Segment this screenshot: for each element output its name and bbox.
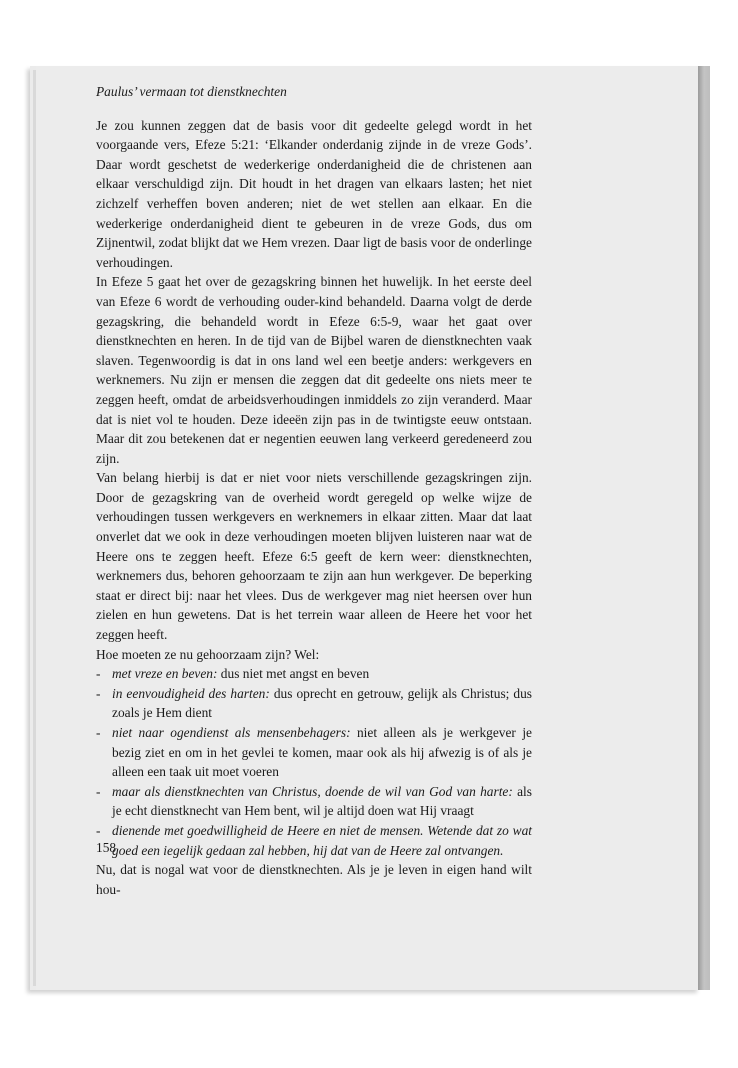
list-dash: - (96, 822, 101, 838)
page-number: 158 (96, 840, 117, 855)
list-item-italic: dienende met goedwilligheid de Heere en niet de mensen. Wetende dat zo wat goed een iegelijk gedaan zal hebben, hij dat van de Heere zal ontvangen. (112, 822, 532, 858)
list-item-text: als je echt dienstknecht van Hem bent, wil je altijd doen wat Hij vraagt (112, 783, 532, 819)
list-item-italic: in eenvoudigheid des harten: (112, 685, 270, 701)
paragraph-3: Van belang hierbij is dat er niet voor niets verschillende gezagskringen zijn. Door de gezagskring van de overheid wordt geregeld op welke wijze de verhoudingen tussen werkgevers en werknemers in elkaar zitten. Maar dat laat onverlet dat we ook in deze verhoudingen moeten blijven luisteren naar wat de Heere ons te zeggen heeft. Efeze 6:5 geeft de kern weer: dienstknechten, werknemers dus, behoren gehoorzaam te zijn aan hun werkgever. De beperking staat er direct bij: naar het vlees. Dus de werkgever mag niet heersen over hun zielen en hun gewetens. Dat is het terrein waar alleen de Heere het voor het zeggen heeft. (96, 470, 532, 643)
section-heading: Paulus’ vermaan tot dienstknechten (96, 84, 287, 99)
list-item (96, 821, 532, 860)
list-dash: - (96, 685, 101, 701)
paragraph-2: In Efeze 5 gaat het over de gezagskring binnen het huwelijk. In het eerste deel van Efeze 6 wordt de verhouding ouder-kind behandeld. Daarna volgt de derde gezagskring, die behandeld wordt in Efeze 6:5-9, waar het gaat over dienstknechten en heren. In de tijd van de Bijbel waren de dienstknechten vaak slaven. Tegenwoordig is dat in ons land wel een beetje anders: werkgevers en werknemers. Nu zijn er mensen die zeggen dat dit gedeelte ons niets meer te zeggen heeft, omdat de arbeidsverhoudingen inmiddels zo zijn veranderd. Maar dat is niet vol te houden. Deze ideeën zijn pas in de twintigste eeuw ontstaan. Maar dit zou betekenen dat er negentien eeuwen lang verkeerd geredeneerd zou zijn. (96, 274, 532, 466)
obedience-list (96, 664, 532, 860)
list-item-italic: met vreze en beven: (112, 666, 218, 682)
page-binding-edge (698, 66, 710, 990)
list-item-text: niet alleen als je werkgever je bezig ziet en om in het gevlei te komen, maar ook als hij afwezig is of als je alleen een taak uit moet voeren (112, 725, 532, 780)
closing-line: Nu, dat is nogal wat voor de dienstknechten. Als je je leven in eigen hand wilt hou- (96, 862, 532, 897)
list-dash: - (96, 666, 101, 682)
list-item-text: dus oprecht en getrouw, gelijk als Christus; dus zoals je Hem dient (112, 685, 532, 721)
paragraph-1: Je zou kunnen zeggen dat de basis voor dit gedeelte gelegd wordt in het voorgaande vers, Efeze 5:21: ‘Elkander onderdanig zijnde in de vreze Gods’. Daar wordt geschetst de wederkerige onderdanigheid die de christenen aan elkaar verschuldigd zijn. Dit houdt in het dragen van elkaars lasten; het niet zichzelf verheffen boven anderen; niet de wet stellen aan elkaar. En die wederkerige onderdanigheid dient te gebeuren in de vreze Gods, dus om Zijnentwil, zodat blijkt dat we Hem vrezen. Daar ligt de basis voor de onderlinge verhoudingen. (96, 117, 532, 270)
list-item-italic: maar als dienstknechten van Christus, doende de wil van God van harte: (112, 783, 513, 799)
page-content (96, 82, 532, 899)
list-item (96, 684, 532, 723)
list-item (96, 782, 532, 821)
list-dash: - (96, 725, 101, 740)
list-item-text: dus niet met angst en beven (217, 666, 370, 682)
paragraph-4: Hoe moeten ze nu gehoorzaam zijn? Wel: (96, 646, 320, 662)
list-item (96, 723, 532, 782)
list-item-italic: niet naar ogendienst als mensenbehagers: (112, 725, 351, 740)
list-item (96, 664, 532, 684)
list-dash: - (96, 783, 101, 799)
